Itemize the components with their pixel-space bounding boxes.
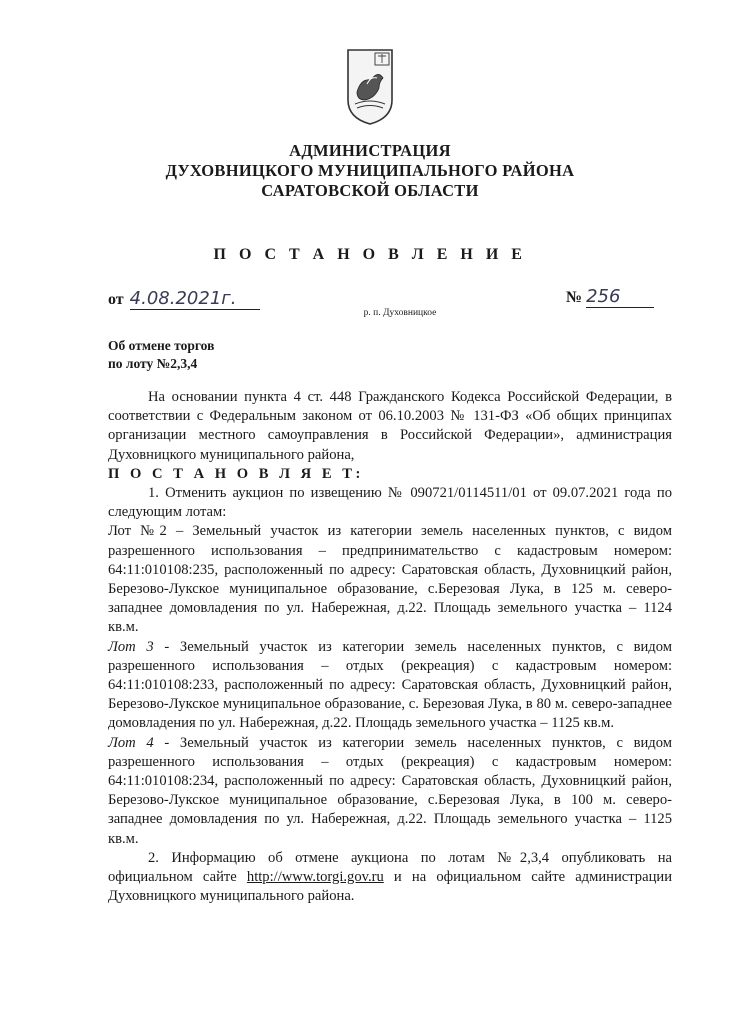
lot4-label: Лот 4 — [108, 734, 154, 751]
decree-title: П О С Т А Н О В Л Е Н И Е — [213, 246, 527, 263]
number-label: № — [566, 289, 583, 306]
decree-date — [108, 288, 260, 310]
item1-paragraph: 1. Отменить аукцион по извещению № 090721/0114511/01 от 09.07.2021 года по следующим лотам: — [108, 485, 672, 521]
lot2-label: Лот №2 — [108, 523, 167, 540]
lot4-paragraph — [108, 734, 672, 849]
date-value: 4.08.2021г. — [130, 288, 260, 310]
lot3-paragraph — [108, 638, 672, 734]
subject-line1: Об отмене торгов — [108, 338, 215, 353]
lot4-text: - Земельный участок из категории земель населенных пунктов, с видом разрешенного использования – отдых (рекреация) с кадастровым номером: 64:11:010108:234, расположенный по адресу: Саратовская область, Духовницкий район, Березово-Лукское муниципальное образование, с.Березовая Лука, в 100 м. северо-западнее домовладения по ул. Набережная, д.22. Площадь земельного участка – 1125 кв.м. — [108, 734, 672, 847]
lot2-text: – Земельный участок из категории земель населенных пунктов, с видом разрешенного использования – предпринимательство с кадастровым номером: 64:11:010108:235, расположенный по адресу: Саратовская область, Духовницкий район, Березово-Лукское муниципальное образование, с.Березовая Лука, в 125 м. северо-западнее домовладения по ул. Набережная, д.22. Площадь земельного участка – 1124 кв.м. — [108, 523, 672, 636]
date-label: от — [108, 291, 124, 308]
lot3-text: - Земельный участок из категории земель населенных пунктов, с видом разрешенного использования – отдых (рекреация) с кадастровым номером: 64:11:010108:233, расположенный по адресу: Саратовская область, Духовницкий район, Березово-Лукское муниципальное образование, с. Березовая Лука, в 80 м. северо-западнее домовладения по ул. Набережная, д.22. Площадь земельного участка – 1125 кв.м. — [108, 638, 672, 732]
torgi-link[interactable]: http://www.torgi.gov.ru — [246, 869, 384, 886]
lot2-paragraph — [108, 522, 672, 637]
decree-number — [566, 286, 654, 308]
org-name-line2: ДУХОВНИЦКОГО МУНИЦИПАЛЬНОГО РАЙОНА — [165, 161, 575, 180]
lot3-label: Лот 3 — [108, 638, 154, 655]
org-name-line1: АДМИНИСТРАЦИЯ — [289, 141, 451, 160]
item2-before: 2. Информацию об отмене аукциона по лотам №2,3,4 опубликовать на официальном сайте — [108, 849, 672, 886]
org-name-line3: САРАТОВСКОЙ ОБЛАСТИ — [261, 181, 479, 200]
decree-body — [108, 388, 672, 906]
decree-place: р. п. Духовницкое — [363, 308, 437, 318]
decree-subject — [108, 337, 214, 373]
subject-line2: по лоту №2,3,4 — [108, 356, 198, 371]
preamble-paragraph: На основании пункта 4 ст. 448 Гражданского Кодекса Российской Федерации, в соответствии с Федеральным законом от 06.10.2003 № 131-ФЗ «Об общих принципах организации местного самоуправления в Российской Федерации», администрация Духовницкого муниципального района, — [108, 389, 672, 463]
coat-of-arms-icon — [345, 48, 395, 126]
number-value: 256 — [586, 286, 654, 308]
postanovlyaet-heading: П О С Т А Н О В Л Я Е Т: — [108, 465, 364, 482]
item2-after: и на официальном сайте администрации Духовницкого муниципального района. — [108, 869, 673, 905]
item2-paragraph — [108, 849, 672, 907]
